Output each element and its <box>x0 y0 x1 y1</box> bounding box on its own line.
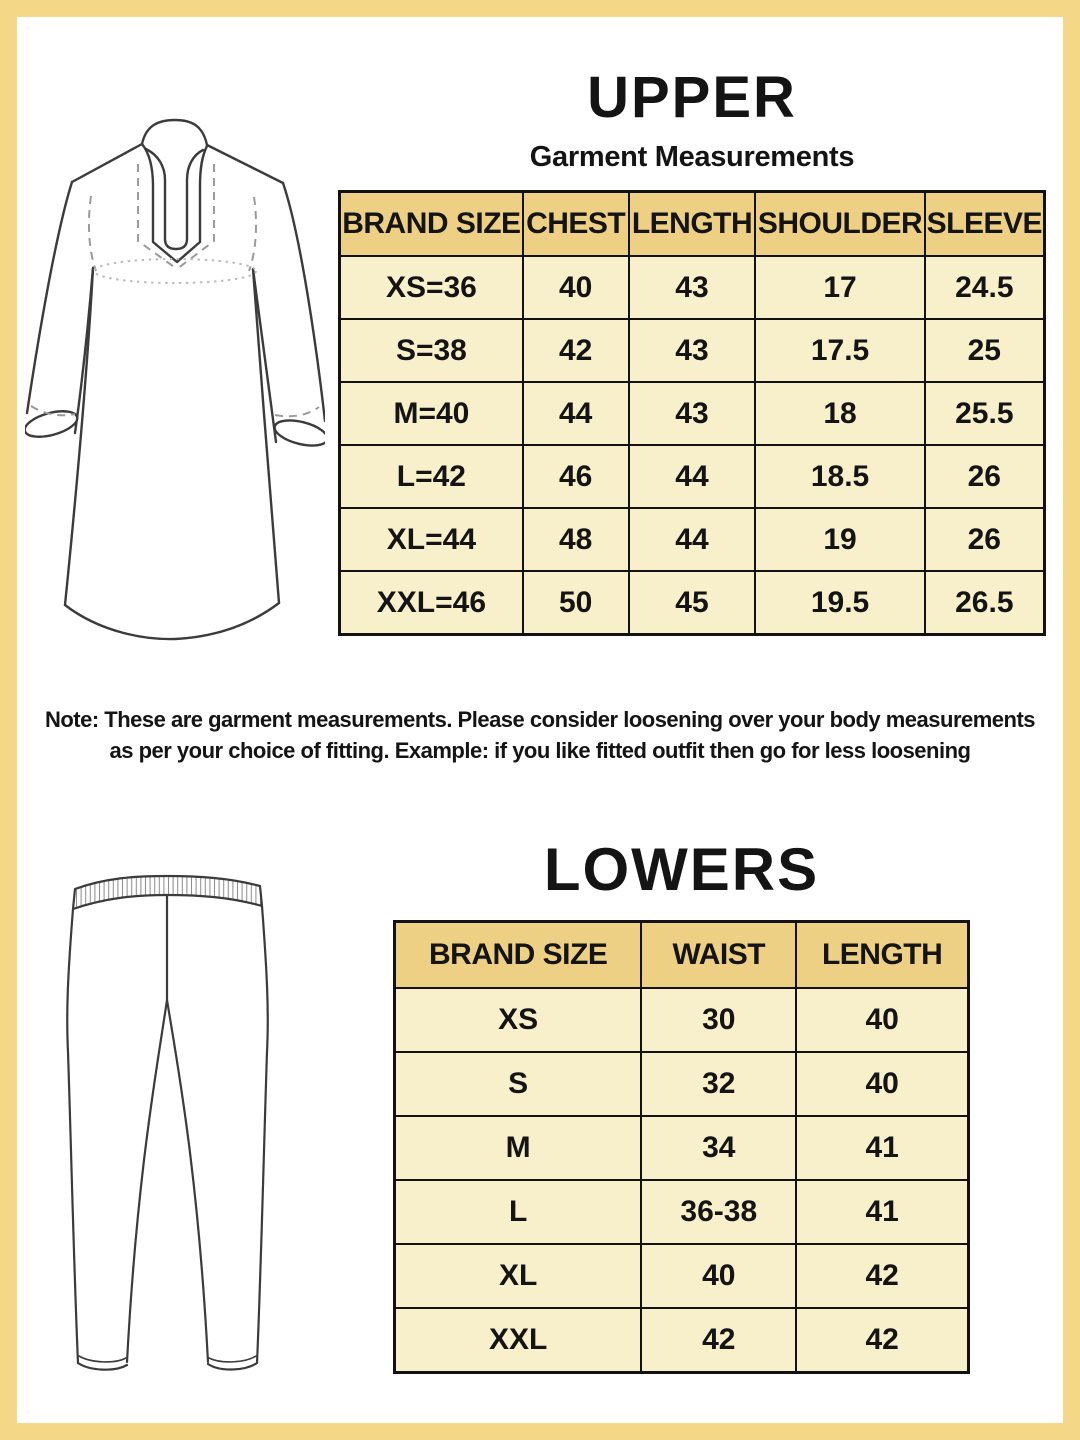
table-cell: 25 <box>925 319 1045 382</box>
table-cell: 26.5 <box>925 571 1045 635</box>
table-cell: 19 <box>755 508 924 571</box>
table-cell: 50 <box>523 571 629 635</box>
table-cell: 42 <box>523 319 629 382</box>
table-cell: M <box>395 1116 642 1180</box>
table-cell: 18 <box>755 382 924 445</box>
column-header: SHOULDER <box>755 192 924 257</box>
table-cell: XXL=46 <box>340 571 523 635</box>
table-row <box>395 1308 969 1373</box>
column-header: CHEST <box>523 192 629 257</box>
table-cell: 40 <box>523 256 629 319</box>
table-cell: XL <box>395 1244 642 1308</box>
table-row <box>340 508 1045 571</box>
table-cell: 19.5 <box>755 571 924 635</box>
upper-section-title: UPPER <box>587 65 797 130</box>
table-cell: 30 <box>641 988 796 1052</box>
table-cell: 48 <box>523 508 629 571</box>
pants-illustration <box>65 872 270 1382</box>
table-cell: 25.5 <box>925 382 1045 445</box>
table-cell: 46 <box>523 445 629 508</box>
column-header: SLEEVE <box>925 192 1045 257</box>
table-cell: 42 <box>796 1308 968 1373</box>
table-cell: 32 <box>641 1052 796 1116</box>
column-header: LENGTH <box>629 192 756 257</box>
table-cell: S=38 <box>340 319 523 382</box>
note-line-2: as per your choice of fitting. Example: if you like fitted outfit then go for less loosening <box>109 738 971 763</box>
table-cell: S <box>395 1052 642 1116</box>
note-line-1: Note: These are garment measurements. Please consider loosening over your body measurements <box>44 707 1036 732</box>
table-row <box>340 445 1045 508</box>
table-row <box>340 382 1045 445</box>
column-header: BRAND SIZE <box>340 192 523 257</box>
column-header: LENGTH <box>796 922 968 989</box>
table-header-row <box>340 192 1045 257</box>
table-cell: 24.5 <box>925 256 1045 319</box>
table-cell: 18.5 <box>755 445 924 508</box>
table-row <box>395 1052 969 1116</box>
table-cell: L=42 <box>340 445 523 508</box>
column-header: BRAND SIZE <box>395 922 642 989</box>
table-row <box>395 988 969 1052</box>
table-cell: XXL <box>395 1308 642 1373</box>
table-cell: 44 <box>629 508 756 571</box>
table-cell: 36-38 <box>641 1180 796 1244</box>
table-cell: 44 <box>629 445 756 508</box>
table-cell: 43 <box>629 256 756 319</box>
table-cell: XS=36 <box>340 256 523 319</box>
table-row <box>340 319 1045 382</box>
upper-section-subtitle: Garment Measurements <box>529 141 855 173</box>
table-cell: 41 <box>796 1180 968 1244</box>
table-cell: 42 <box>796 1244 968 1308</box>
table-row <box>395 1116 969 1180</box>
table-cell: 43 <box>629 319 756 382</box>
table-row <box>395 1244 969 1308</box>
lowers-measurements-table <box>393 920 970 1374</box>
table-cell: 26 <box>925 508 1045 571</box>
column-header: WAIST <box>641 922 796 989</box>
table-cell: 43 <box>629 382 756 445</box>
table-header-row <box>395 922 969 989</box>
upper-measurements-table <box>338 190 1046 636</box>
table-cell: L <box>395 1180 642 1244</box>
note-text <box>0 704 1080 766</box>
table-cell: 17.5 <box>755 319 924 382</box>
table-cell: 26 <box>925 445 1045 508</box>
table-cell: 34 <box>641 1116 796 1180</box>
table-cell: 42 <box>641 1308 796 1373</box>
table-row <box>395 1180 969 1244</box>
table-cell: 17 <box>755 256 924 319</box>
table-row <box>340 571 1045 635</box>
kurta-illustration <box>25 116 325 646</box>
table-cell: 40 <box>796 988 968 1052</box>
table-cell: XL=44 <box>340 508 523 571</box>
table-cell: 44 <box>523 382 629 445</box>
table-cell: XS <box>395 988 642 1052</box>
table-cell: 40 <box>641 1244 796 1308</box>
table-row <box>340 256 1045 319</box>
table-cell: 40 <box>796 1052 968 1116</box>
table-cell: M=40 <box>340 382 523 445</box>
table-cell: 41 <box>796 1116 968 1180</box>
lowers-section-title: LOWERS <box>543 836 820 903</box>
table-cell: 45 <box>629 571 756 635</box>
